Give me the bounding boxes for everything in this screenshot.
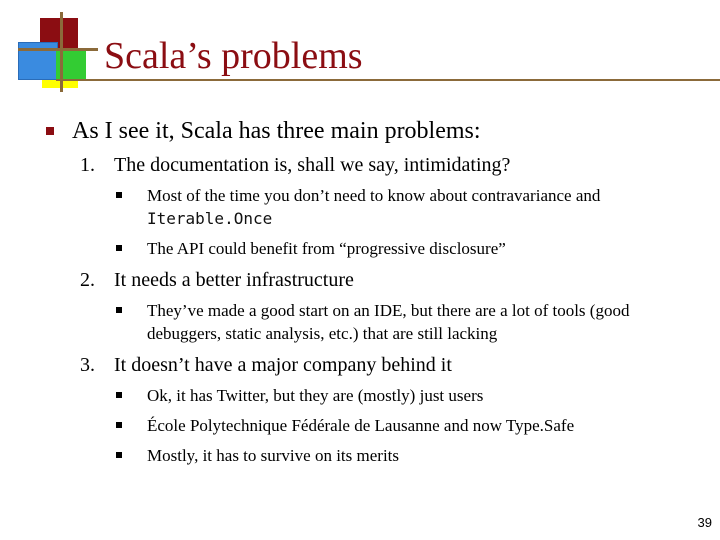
item-text: It doesn’t have a major company behind it bbox=[114, 354, 452, 376]
sub-bullet-icon bbox=[116, 245, 122, 251]
sub-item bbox=[46, 444, 686, 467]
sub-list-2 bbox=[46, 299, 686, 345]
sub-bullet-icon bbox=[116, 422, 122, 428]
sub-bullet-icon bbox=[116, 307, 122, 313]
sub-item-text: Mostly, it has to survive on its merits bbox=[147, 446, 400, 465]
sub-item bbox=[46, 184, 686, 230]
item-number: 1. bbox=[80, 154, 95, 176]
sub-list-1 bbox=[46, 184, 686, 260]
slide-title: Scala’s problems bbox=[104, 35, 363, 77]
sub-item-text: They’ve made a good start on an IDE, but there are a lot of tools (good debuggers, static analysis, etc.) that are still lacking bbox=[147, 301, 630, 343]
sub-item-text: École Polytechnique Fédérale de Lausanne and now Type.Safe bbox=[147, 416, 575, 435]
sub-item-text: Ok, it has Twitter, but they are (mostly) just users bbox=[147, 386, 484, 405]
page-number: 39 bbox=[697, 515, 712, 530]
numbered-item-1 bbox=[46, 152, 686, 178]
title-underline bbox=[56, 79, 720, 81]
item-number: 2. bbox=[80, 269, 95, 291]
sub-item bbox=[46, 299, 686, 345]
slide-body bbox=[46, 116, 686, 474]
sub-bullet-icon bbox=[116, 392, 122, 398]
sub-bullet-icon bbox=[116, 192, 122, 198]
sub-item-text: Most of the time you don’t need to know about contravariance and bbox=[147, 186, 601, 205]
item-number: 3. bbox=[80, 354, 95, 376]
numbered-item-2 bbox=[46, 267, 686, 293]
code-identifier: Iterable.Once bbox=[147, 209, 273, 228]
square-bullet-icon bbox=[46, 127, 54, 135]
sub-list-3 bbox=[46, 384, 686, 467]
sub-item-text: The API could benefit from “progressive disclosure” bbox=[147, 239, 506, 258]
item-text: It needs a better infrastructure bbox=[114, 269, 354, 291]
sub-bullet-icon bbox=[116, 452, 122, 458]
item-text: The documentation is, shall we say, intimidating? bbox=[114, 154, 511, 176]
sub-item bbox=[46, 414, 686, 437]
intro-text: As I see it, Scala has three main problems: bbox=[72, 118, 481, 144]
numbered-item-3 bbox=[46, 352, 686, 378]
sub-item bbox=[46, 384, 686, 407]
logo-horizontal-bar bbox=[18, 48, 98, 51]
intro-bullet bbox=[46, 116, 686, 146]
sub-item bbox=[46, 237, 686, 260]
slide-logo bbox=[0, 0, 110, 100]
